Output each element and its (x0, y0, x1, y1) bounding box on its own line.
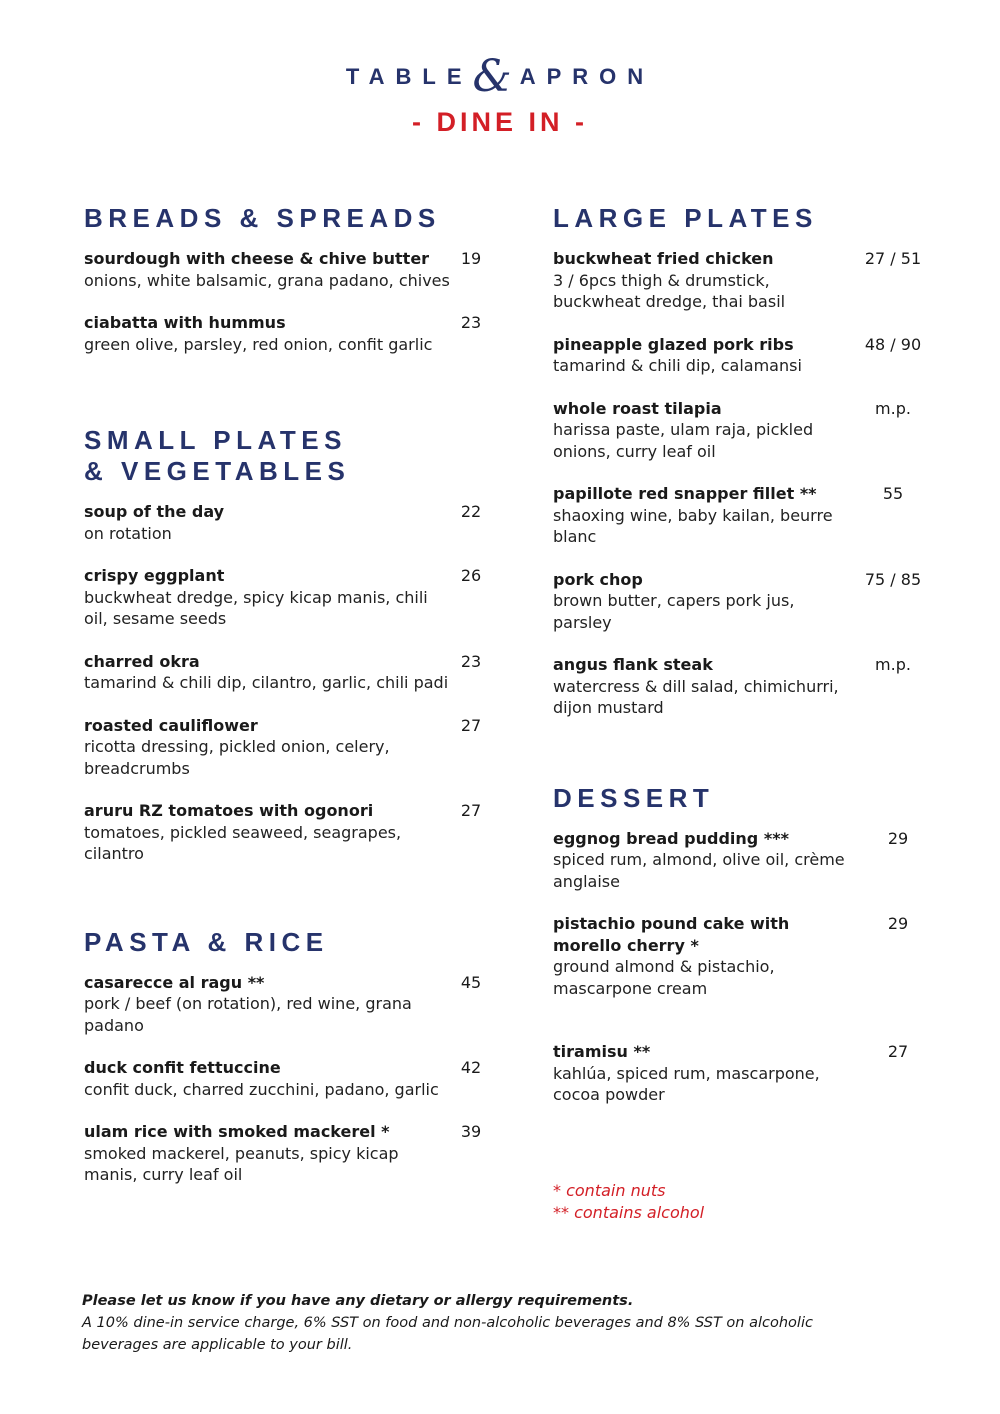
item-price: 55 (882, 484, 904, 503)
item-price: 23 (460, 651, 482, 671)
section-pasta-rice (84, 927, 494, 1186)
section-large-plates (553, 203, 933, 719)
section-breads (84, 203, 494, 355)
menu-item (84, 248, 494, 291)
item-name: papillote red snapper fillet ** (553, 484, 817, 503)
item-name: angus flank steak (553, 655, 713, 674)
item-price: 27 (460, 715, 482, 735)
section-title: BREADS & SPREADS (84, 203, 441, 233)
item-price: 42 (460, 1058, 482, 1077)
menu-item (84, 715, 494, 780)
section-title: PASTA & RICE (84, 926, 329, 957)
item-description: buckwheat dredge, spicy kicap manis, chili oil, sesame seeds (84, 587, 428, 628)
item-description: onions, white balsamic, grana padano, chives (84, 270, 450, 290)
menu-item (553, 248, 933, 313)
item-description: tamarind & chili dip, cilantro, garlic, chili padi (84, 673, 449, 692)
menu-item (84, 1121, 494, 1186)
item-price: 29 (887, 914, 909, 933)
item-description: confit duck, charred zucchini, padano, garlic (84, 1079, 439, 1099)
item-name: aruru RZ tomatoes with ogonori (84, 801, 374, 820)
menu-item (553, 654, 933, 719)
item-description: ricotta dressing, pickled onion, celery, breadcrumbs (84, 737, 390, 778)
section-title: LARGE PLATES (553, 203, 818, 233)
allergen-notes (553, 1180, 704, 1223)
note-nuts: * contain nuts (553, 1181, 666, 1200)
item-name: soup of the day (84, 502, 225, 521)
item-name: sourdough with cheese & chive butter (84, 249, 430, 268)
note-alcohol: ** contains alcohol (553, 1202, 705, 1222)
item-description: green olive, parsley, red onion, confit garlic (84, 334, 433, 354)
menu-item (84, 1057, 494, 1100)
item-description: on rotation (84, 523, 172, 543)
item-price: 19 (460, 249, 482, 268)
item-price: 27 (460, 801, 482, 820)
item-name: charred okra (84, 651, 200, 671)
item-price: m.p. (875, 655, 911, 674)
item-description: kahlúa, spiced rum, mascarpone, cocoa powder (553, 1063, 820, 1104)
item-price: 27 / 51 (864, 249, 922, 268)
item-price: 75 / 85 (864, 569, 922, 589)
item-name: ulam rice with smoked mackerel * (84, 1122, 390, 1141)
item-price: 22 (460, 502, 482, 521)
brand-word-right: APRON (519, 64, 655, 90)
item-price: 29 (887, 828, 909, 848)
item-name: casarecce al ragu ** (84, 972, 265, 992)
section-title-line: & VEGETABLES (84, 456, 351, 486)
section-title (84, 425, 494, 487)
item-price: 39 (460, 1122, 482, 1141)
brand-logo (0, 51, 1000, 103)
section-small-plates (84, 425, 494, 865)
item-price: 26 (460, 566, 482, 585)
item-name: pork chop (553, 569, 643, 589)
item-name: pistachio pound cake with morello cherry * (553, 914, 790, 955)
item-name: ciabatta with hummus (84, 313, 286, 332)
footer-disclaimer (82, 1290, 862, 1356)
item-name: tiramisu ** (553, 1042, 651, 1061)
menu-item (84, 312, 494, 355)
item-price: 27 (887, 1042, 909, 1061)
item-description: watercress & dill salad, chimichurri, dijon mustard (553, 676, 839, 717)
section-title: DESSERT (553, 782, 715, 813)
brand-word-left: TABLE (345, 64, 473, 90)
item-name: duck confit fettuccine (84, 1058, 281, 1077)
item-description: harissa paste, ulam raja, pickled onions, curry leaf oil (553, 420, 814, 461)
item-description: pork / beef (on rotation), red wine, grana padano (84, 994, 412, 1035)
menu-item (553, 828, 933, 893)
section-dessert (553, 783, 933, 1106)
item-description: smoked mackerel, peanuts, spicy kicap manis, curry leaf oil (84, 1143, 399, 1184)
section-title-line: SMALL PLATES (84, 425, 347, 455)
menu-item (553, 913, 933, 999)
menu-subtitle: - DINE IN - (412, 107, 588, 137)
menu-item (553, 398, 933, 463)
item-price: m.p. (875, 398, 911, 418)
item-name: pineapple glazed pork ribs (553, 334, 794, 354)
menu-item (84, 501, 494, 544)
item-description: 3 / 6pcs thigh & drumstick, buckwheat dredge, thai basil (553, 270, 786, 311)
item-name: crispy eggplant (84, 566, 225, 585)
dietary-notice: Please let us know if you have any dietary or allergy requirements. (82, 1293, 634, 1309)
ampersand-logo-icon: & (472, 51, 512, 103)
item-name: buckwheat fried chicken (553, 249, 774, 268)
service-charge-notice: A 10% dine-in service charge, 6% SST on food and non-alcoholic beverages and 8% SST on alcoholic beverages are applicable to your bill. (82, 1315, 813, 1353)
item-description: shaoxing wine, baby kailan, beurre blanc (553, 505, 833, 546)
menu-item (553, 334, 933, 377)
item-name: eggnog bread pudding *** (553, 828, 789, 848)
item-name: roasted cauliflower (84, 715, 258, 735)
right-column (553, 203, 933, 1106)
item-price: 48 / 90 (864, 334, 922, 354)
menu-item (553, 1041, 933, 1106)
item-name: whole roast tilapia (553, 398, 722, 418)
menu-item (553, 569, 933, 634)
menu-item (84, 972, 494, 1037)
item-price: 45 (460, 972, 482, 992)
item-description: tomatoes, pickled seaweed, seagrapes, cilantro (84, 822, 402, 863)
item-description: tamarind & chili dip, calamansi (553, 356, 802, 375)
menu-item (84, 800, 494, 865)
item-description: spiced rum, almond, olive oil, crème anglaise (553, 850, 845, 891)
item-description: ground almond & pistachio, mascarpone cream (553, 957, 775, 998)
left-column (84, 203, 494, 1186)
menu-item (553, 483, 933, 548)
item-price: 23 (460, 313, 482, 332)
menu-item (84, 651, 494, 694)
item-description: brown butter, capers pork jus, parsley (553, 591, 795, 632)
menu-item (84, 565, 494, 630)
